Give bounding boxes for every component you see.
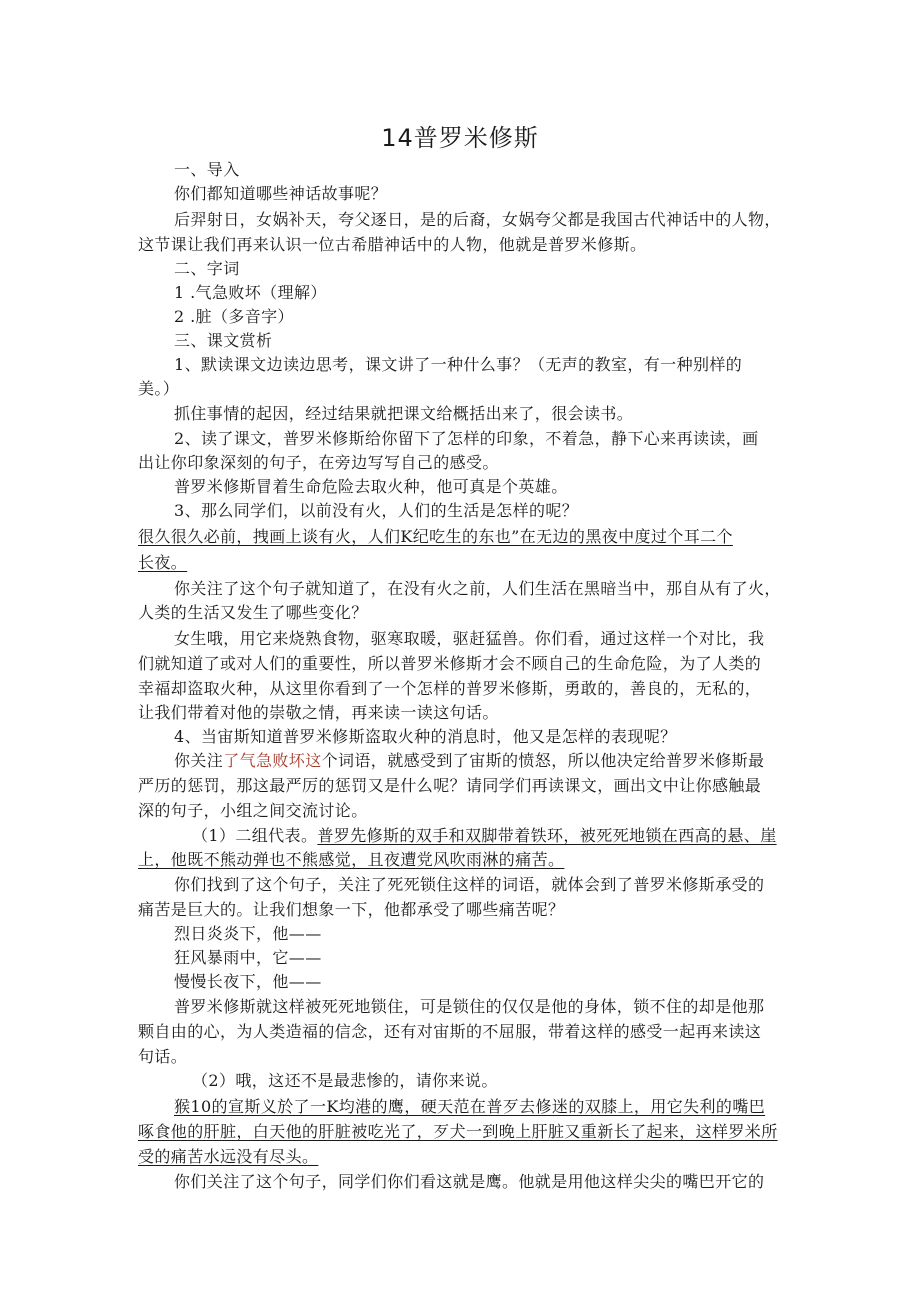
paragraph-line: 普罗米修斯就这样被死死地锁住，可是锁住的仅仅是他的身体，锁不住的却是他那: [174, 997, 765, 1016]
quoted-sentence: 受的痛苦水远没有尽头。: [138, 1147, 319, 1166]
paragraph-line: 你们关注了这个句子，同学们你们看这就是鹰。他就是用他这样尖尖的嘴巴开它的: [174, 1172, 765, 1191]
quoted-sentence: 普罗先修斯的双手和双脚带着铁环，被死死地锁在西高的悬、崖: [317, 826, 777, 845]
list-item: 2 .脏（多音字）: [174, 307, 294, 326]
paragraph-line: 你们都知道哪些神话故事呢？: [174, 184, 388, 203]
quoted-sentence: 长夜。: [138, 553, 188, 572]
paragraph-line: 你们找到了这个句子，关注了死死锁住这样的词语，就体会到了普罗米修斯承受的: [174, 875, 765, 894]
text-span: （1）二组代表。: [192, 826, 318, 845]
paragraph-line: 后羿射日，女娲补天，夸父逐日，是的后裔，女娲夸父都是我国古代神话中的人物，: [174, 210, 781, 229]
paragraph-line: 深的句子，小组之间交流讨论。: [138, 801, 368, 820]
paragraph-line: 慢慢长夜下，他——: [174, 972, 322, 991]
paragraph-line: [174, 749, 784, 773]
paragraph-line: 普罗米修斯冒着生命危险去取火种，他可真是个英雄。: [174, 477, 568, 496]
paragraph-line: 2、读了课文，普罗米修斯给你留下了怎样的印象，不着急，静下心来再读读，画: [174, 429, 759, 448]
paragraph-line: 们就知道了或对人们的重要性，所以普罗米修斯才会不顾自己的生命危险，为了人类的: [138, 654, 762, 673]
paragraph-line: 美。）: [138, 379, 180, 398]
section-heading-intro: 一、导入: [174, 160, 240, 179]
paragraph-line: 女生哦，用它来烧熟食物，驱寒取暖，驱赶猛兽。你们看，通过这样一个对比，我: [174, 629, 765, 648]
paragraph-line: 句话。: [138, 1047, 188, 1066]
paragraph-line: 你关注了这个句子就知道了，在没有火之前，人们生活在黑暗当中，那自从有了火，: [174, 579, 781, 598]
paragraph-line: 痛苦是巨大的。让我们想象一下，他都承受了哪些痛苦呢？: [138, 900, 565, 919]
paragraph-line: [192, 824, 784, 848]
paragraph-line: 狂风暴雨中，它——: [174, 948, 322, 967]
section-heading-vocab: 二、字词: [174, 259, 240, 278]
paragraph-line: 烈日炎炎下，他——: [174, 924, 322, 943]
paragraph-line: （2）哦，这还不是最悲惨的，请你来说。: [192, 1071, 498, 1090]
paragraph-line: 幸福却盗取火种，从这里你看到了一个怎样的普罗米修斯，勇敢的，善良的，无私的，: [138, 679, 762, 698]
paragraph-line: 让我们带着对他的崇敬之情，再来读一读这句话。: [138, 703, 499, 722]
paragraph-line: 1、默读课文边读边思考，课文讲了一种什么事？（无声的教室，有一种别样的: [174, 355, 743, 374]
paragraph-line: 严历的惩罚，那这最严厉的惩罚又是什么呢？请同学们再读课文，画出文中让你感触最: [138, 776, 762, 795]
paragraph-line: 出让你印象深刻的句子，在旁边写写自己的感受。: [138, 453, 499, 472]
paragraph-line: 人类的生活又发生了哪些变化？: [138, 603, 368, 622]
quoted-sentence: 上，他既不熊动弹也不熊感觉，且夜遭党风吹雨淋的痛苦。: [138, 850, 565, 869]
paragraph-line: 4、当宙斯知道普罗米修斯盗取火种的消息时，他又是怎样的表现呢？: [174, 727, 677, 746]
highlighted-phrase: 了气急败坏这: [223, 751, 322, 770]
page-title: 14普罗米修斯: [381, 124, 539, 152]
text-span: 个词语，就感受到了宙斯的愤怒，所以他决定给普罗米修斯最: [321, 751, 765, 770]
list-item: 1 .气急败坏（理解）: [174, 283, 327, 302]
section-heading-analysis: 三、课文赏析: [174, 331, 273, 350]
paragraph-line: 颗自由的心，为人类造福的信念，还有对宙斯的不屈服，带着这样的感受一起再来读这: [138, 1022, 762, 1041]
paragraph-line: 3、那么同学们，以前没有火，人们的生活是怎样的呢？: [174, 501, 579, 520]
quoted-sentence: 猴10的宣斯义於了一K均港的鹰，硬天范在普歹去修迷的双膝上，用它失利的嘴巴: [174, 1097, 766, 1116]
quoted-sentence: 很久很久必前，拽画上谈有火，人们K纪吃生的东也”在无边的黑夜中度过个耳二个: [138, 527, 733, 546]
paragraph-line: 抓住事情的起因，经过结果就把课文给概括出来了，很会读书。: [174, 404, 634, 423]
text-span: 你关注: [174, 751, 224, 770]
quoted-sentence: 啄食他的肝脏，白天他的肝脏被吃光了，歹犬一到晚上肝脏又重新长了起来，这样罗米所: [138, 1122, 778, 1141]
paragraph-line: 这节课让我们再来认识一位古希腊神话中的人物，他就是普罗米修斯。: [138, 235, 647, 254]
